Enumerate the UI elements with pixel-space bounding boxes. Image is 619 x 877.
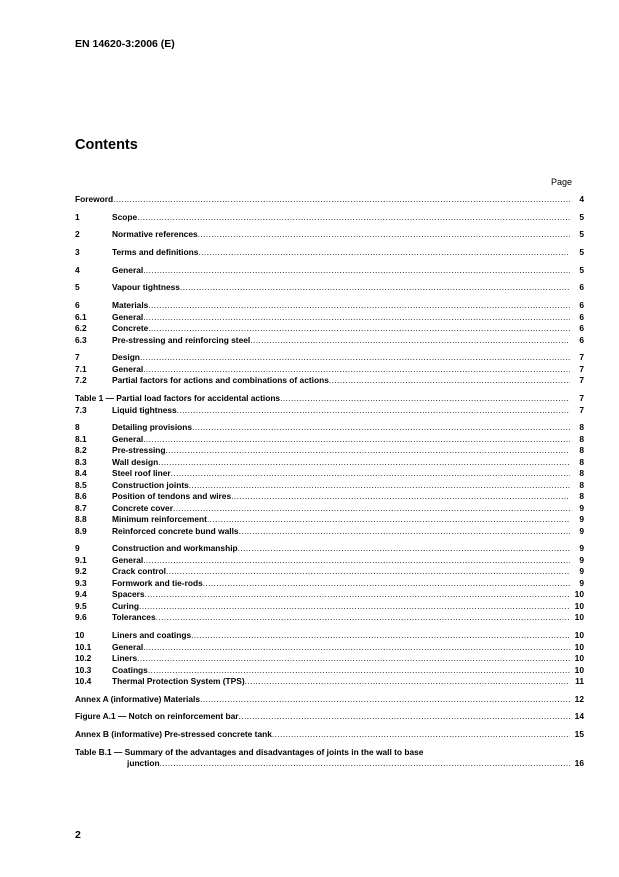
toc-entry-page: 9 xyxy=(579,514,584,525)
toc-entry-8-4[interactable] xyxy=(75,468,584,480)
toc-entry-number: 9.2 xyxy=(75,566,87,577)
toc-entry-title: Vapour tightness xyxy=(112,282,180,293)
toc-entry-title: Figure A.1 — Notch on reinforcement bar xyxy=(75,711,239,722)
toc-entry-page: 6 xyxy=(579,282,584,293)
toc-entry-title: Partial factors for actions and combinations of actions xyxy=(112,375,329,386)
toc-entry-9-1[interactable] xyxy=(75,555,584,567)
toc-entry-page: 10 xyxy=(574,612,584,623)
toc-entry-page: 8 xyxy=(579,422,584,433)
toc-entry-title: Tolerances xyxy=(112,612,156,623)
toc-entry-page: 8 xyxy=(579,468,584,479)
toc-entry-page: 14 xyxy=(574,711,584,722)
toc-entry-8-9[interactable] xyxy=(75,526,584,538)
toc-entry-number: 9.4 xyxy=(75,589,87,600)
toc-entry-page: 12 xyxy=(574,693,584,704)
toc-entry-number: 8.9 xyxy=(75,525,87,536)
toc-entry-title: Liquid tightness xyxy=(112,404,177,415)
toc-entry-number: 6.1 xyxy=(75,311,87,322)
toc-entry-number: 8.1 xyxy=(75,433,87,444)
toc-entry-title: Minimum reinforcement xyxy=(112,514,207,525)
toc-entry-title: General xyxy=(112,363,144,374)
toc-entry-page: 10 xyxy=(574,600,584,611)
toc-entry-number: 8.4 xyxy=(75,468,87,479)
toc-entry-3[interactable] xyxy=(75,247,584,259)
toc-entry-number: 4 xyxy=(75,264,80,275)
toc-entry-7[interactable] xyxy=(75,352,584,364)
toc-entry-title: Liners xyxy=(112,653,138,664)
toc-entry-title: Wall design xyxy=(112,456,159,467)
toc-entry-page: 8 xyxy=(579,456,584,467)
toc-entry-8[interactable] xyxy=(75,422,584,434)
toc-entry-number: 8.6 xyxy=(75,491,87,502)
toc-entry-page: 10 xyxy=(574,630,584,641)
toc-entry-9-5[interactable] xyxy=(75,601,584,613)
toc-entry-title: Materials xyxy=(112,300,149,311)
toc-entry-title: Spacers xyxy=(112,589,145,600)
toc-entry-page: 15 xyxy=(574,729,584,740)
toc-entry-page: 8 xyxy=(579,433,584,444)
toc-entry-page: 6 xyxy=(579,300,584,311)
toc-entry-page: 4 xyxy=(579,194,584,204)
toc-entry-title: Concrete xyxy=(112,323,149,334)
toc-entry-number: 8.5 xyxy=(75,479,87,490)
toc-entry-page: 7 xyxy=(579,404,584,415)
toc-entry-page: 7 xyxy=(579,375,584,386)
toc-entry-annex-b[interactable] xyxy=(75,729,584,741)
toc-entry-9-4[interactable] xyxy=(75,589,584,601)
toc-entry-table-1[interactable] xyxy=(75,393,584,405)
toc-entry-10-2[interactable] xyxy=(75,653,584,665)
toc-entry-title: Scope xyxy=(112,211,138,222)
toc-entry-9-2[interactable] xyxy=(75,566,584,578)
toc-entry-number: 8 xyxy=(75,422,80,433)
toc-entry-number: 7 xyxy=(75,352,80,363)
toc-entry-9-6[interactable] xyxy=(75,612,584,624)
toc-entry-number: 6 xyxy=(75,300,80,311)
toc-entry-number: 9.3 xyxy=(75,577,87,588)
toc-entry-10-4[interactable] xyxy=(75,676,584,688)
toc-entry-9[interactable] xyxy=(75,543,584,555)
toc-entry-page: 10 xyxy=(574,589,584,600)
toc-entry-title: Coatings xyxy=(112,664,148,675)
toc-entry-number: 10.4 xyxy=(75,676,92,687)
toc-entry-number: 10.1 xyxy=(75,641,92,652)
toc-entry-figure-a1[interactable] xyxy=(75,711,584,723)
toc-entry-number: 8.3 xyxy=(75,456,87,467)
toc-entry-title: Curing xyxy=(112,600,139,611)
toc-entry-8-5[interactable] xyxy=(75,480,584,492)
toc-entry-page: 9 xyxy=(579,502,584,513)
toc-entry-10-1[interactable] xyxy=(75,642,584,654)
toc-entry-title: General xyxy=(112,264,144,275)
toc-entry-title: General xyxy=(112,554,144,565)
toc-entry-page: 8 xyxy=(579,491,584,502)
toc-entry-title: General xyxy=(112,433,144,444)
toc-entry-6-1[interactable] xyxy=(75,312,584,324)
toc-entry-9-3[interactable] xyxy=(75,578,584,590)
document-id: EN 14620-3:2006 (E) xyxy=(75,38,175,50)
toc-entry-8-2[interactable] xyxy=(75,445,584,457)
toc-entry-title: Pre-stressing and reinforcing steel xyxy=(112,334,251,345)
toc-entry-page: 7 xyxy=(579,352,584,363)
toc-entry-title: Foreword xyxy=(75,194,114,204)
toc-entry-page: 10 xyxy=(574,653,584,664)
toc-entry-number: 8.2 xyxy=(75,445,87,456)
toc-entry-annex-a[interactable] xyxy=(75,694,584,706)
toc-entry-title: Construction and workmanship xyxy=(112,543,238,554)
toc-entry-page: 9 xyxy=(579,543,584,554)
toc-entry-number: 5 xyxy=(75,282,80,293)
toc-entry-number: 9.1 xyxy=(75,554,87,565)
toc-entry-title: Table B.1 — Summary of the advantages and disadvantages of joints in the wall to base xyxy=(75,746,424,757)
toc-entry-number: 1 xyxy=(75,211,80,222)
toc-entry-foreword[interactable] xyxy=(75,194,584,206)
toc-entry-8-7[interactable] xyxy=(75,503,584,515)
toc-entry-page: 5 xyxy=(579,229,584,240)
toc-entry-title: Thermal Protection System (TPS) xyxy=(112,676,245,687)
toc-entry-8-6[interactable] xyxy=(75,491,584,503)
toc-entry-4[interactable] xyxy=(75,265,584,277)
toc-entry-page: 6 xyxy=(579,334,584,345)
toc-entry-10[interactable] xyxy=(75,630,584,642)
toc-entry-title: Concrete cover xyxy=(112,502,173,513)
toc-entry-title: Annex A (informative) Materials xyxy=(75,693,201,704)
toc-entry-number: 9.6 xyxy=(75,612,87,623)
page-column-label: Page xyxy=(551,177,573,187)
toc-entry-title: junction xyxy=(127,758,160,769)
toc-entry-title: General xyxy=(112,311,144,322)
toc-entry-8-3[interactable] xyxy=(75,457,584,469)
table-of-contents xyxy=(75,194,584,770)
page-title: Contents xyxy=(75,137,138,153)
toc-entry-number: 9 xyxy=(75,543,80,554)
toc-entry-title: General xyxy=(112,641,144,652)
toc-entry-title: Formwork and tie-rods xyxy=(112,577,203,588)
toc-entry-number: 10.2 xyxy=(75,653,92,664)
toc-entry-6[interactable] xyxy=(75,300,584,312)
toc-entry-number: 7.3 xyxy=(75,404,87,415)
toc-entry-page: 8 xyxy=(579,445,584,456)
toc-entry-page: 6 xyxy=(579,323,584,334)
toc-entry-page: 16 xyxy=(574,758,584,769)
toc-entry-7-1[interactable] xyxy=(75,364,584,376)
toc-entry-number: 6.2 xyxy=(75,323,87,334)
toc-entry-5[interactable] xyxy=(75,282,584,294)
toc-entry-page: 7 xyxy=(579,393,584,403)
toc-entry-1[interactable] xyxy=(75,212,584,224)
toc-entry-title: Liners and coatings xyxy=(112,630,192,641)
toc-entry-page: 9 xyxy=(579,566,584,577)
toc-entry-page: 5 xyxy=(579,211,584,222)
toc-entry-table-b1-line2[interactable] xyxy=(75,758,584,770)
toc-entry-title: Design xyxy=(112,352,140,363)
toc-entry-title: Pre-stressing xyxy=(112,445,166,456)
toc-entry-number: 10 xyxy=(75,630,85,641)
toc-entry-title: Table 1 — Partial load factors for accidental actions xyxy=(75,393,281,403)
page-number: 2 xyxy=(75,829,81,841)
toc-entry-8-1[interactable] xyxy=(75,434,584,446)
toc-entry-page: 6 xyxy=(579,311,584,322)
toc-entry-page: 9 xyxy=(579,554,584,565)
toc-entry-number: 6.3 xyxy=(75,334,87,345)
toc-entry-title: Normative references xyxy=(112,229,198,240)
toc-entry-page: 11 xyxy=(575,676,584,687)
toc-entry-title: Terms and definitions xyxy=(112,247,199,258)
toc-entry-page: 8 xyxy=(579,479,584,490)
toc-entry-title: Construction joints xyxy=(112,479,189,490)
toc-entry-number: 7.2 xyxy=(75,375,87,386)
toc-entry-title: Crack control xyxy=(112,566,166,577)
toc-entry-page: 5 xyxy=(579,247,584,258)
toc-entry-number: 7.1 xyxy=(75,363,87,374)
toc-entry-number: 8.7 xyxy=(75,502,87,513)
toc-entry-title: Steel roof liner xyxy=(112,468,171,479)
toc-entry-page: 5 xyxy=(579,264,584,275)
toc-entry-number: 2 xyxy=(75,229,80,240)
toc-entry-number: 8.8 xyxy=(75,514,87,525)
toc-entry-page: 10 xyxy=(574,664,584,675)
toc-entry-8-8[interactable] xyxy=(75,514,584,526)
toc-entry-10-3[interactable] xyxy=(75,665,584,677)
toc-entry-title: Reinforced concrete bund walls xyxy=(112,525,239,536)
toc-entry-page: 9 xyxy=(579,577,584,588)
toc-entry-6-2[interactable] xyxy=(75,323,584,335)
toc-entry-title: Position of tendons and wires xyxy=(112,491,232,502)
toc-entry-page: 9 xyxy=(579,525,584,536)
toc-entry-page: 7 xyxy=(579,363,584,374)
toc-entry-7-2[interactable] xyxy=(75,375,584,387)
toc-entry-2[interactable] xyxy=(75,229,584,241)
toc-entry-page: 10 xyxy=(574,641,584,652)
toc-entry-number: 9.5 xyxy=(75,600,87,611)
toc-entry-6-3[interactable] xyxy=(75,335,584,347)
toc-entry-table-b1-line1[interactable] xyxy=(75,747,584,759)
toc-entry-number: 3 xyxy=(75,247,80,258)
toc-entry-number: 10.3 xyxy=(75,664,92,675)
toc-entry-title: Annex B (informative) Pre-stressed concrete tank xyxy=(75,729,272,740)
toc-entry-7-3[interactable] xyxy=(75,405,584,417)
toc-entry-title: Detailing provisions xyxy=(112,422,193,433)
